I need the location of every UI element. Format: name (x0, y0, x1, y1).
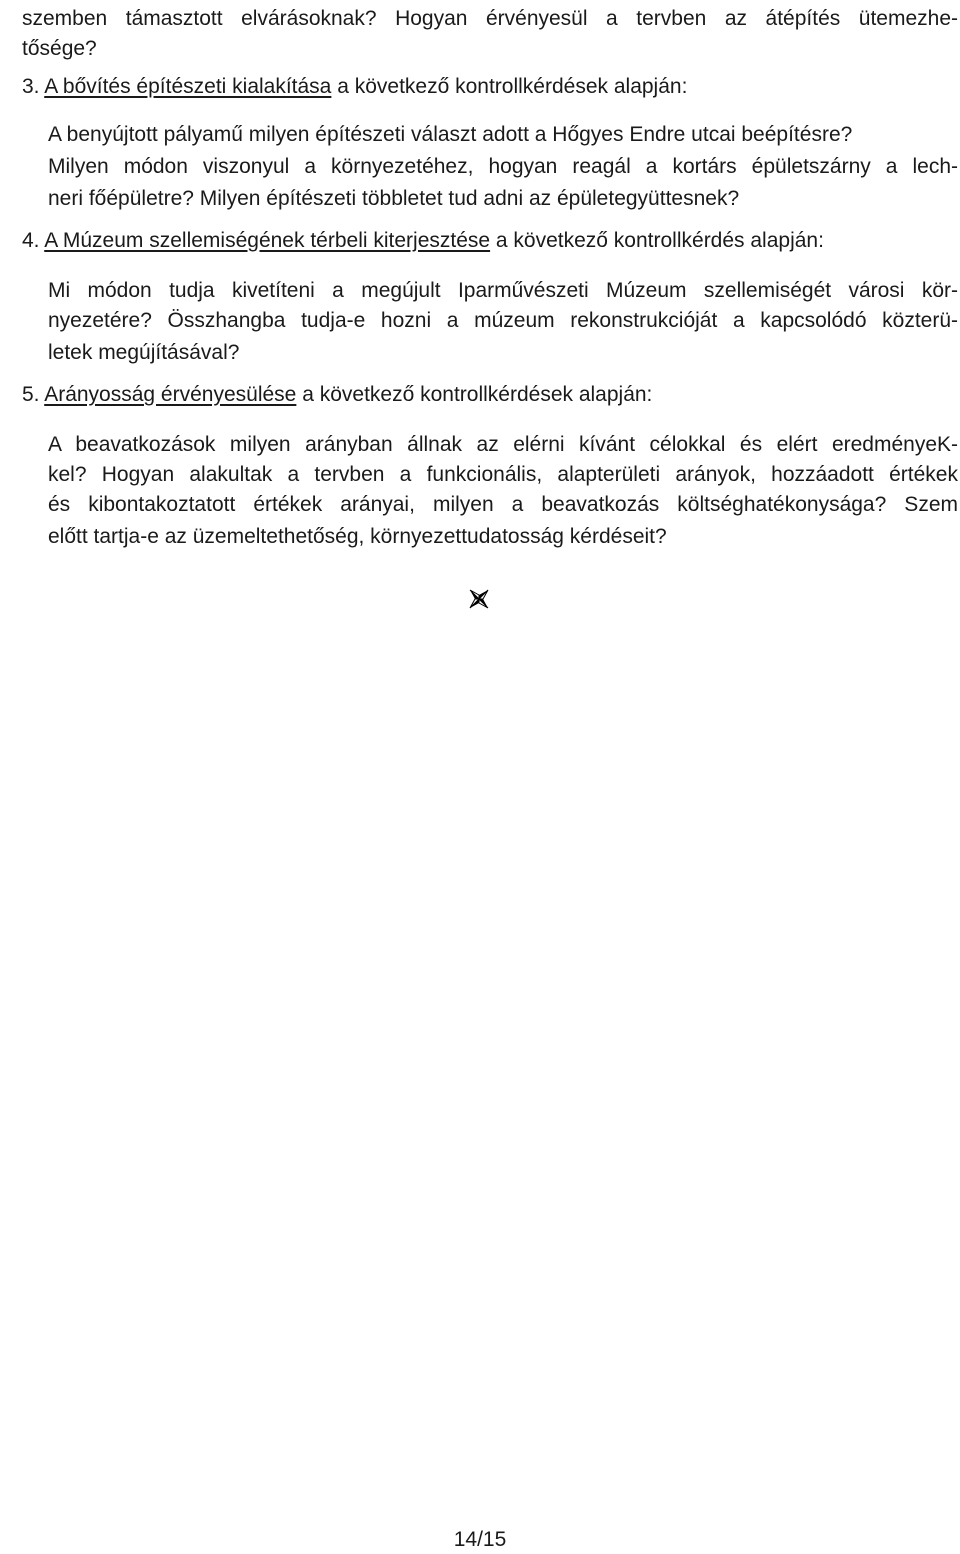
section-4-heading (22, 226, 824, 256)
section-number: 5. (22, 383, 40, 406)
text-line: neri főépületre? Milyen építészeti többletet tud adni az épületegyüttesnek? (48, 187, 740, 210)
cross-star-ornament-icon (468, 588, 490, 610)
section-title: Arányosság érvényesülése (44, 383, 297, 406)
section-heading-rest: a következő kontrollkérdés alapján: (490, 229, 824, 252)
section-5-heading (22, 380, 652, 410)
section-title: A bővítés építészeti kialakítása (44, 75, 332, 98)
section-number: 3. (22, 75, 40, 98)
text-line: kel? Hogyan alakultak a tervben a funkcionális, alapterületi arányok, hozzáadott értékek (48, 463, 958, 486)
section-heading-rest: a következő kontrollkérdések alapján: (331, 75, 688, 98)
section-heading-rest: a következő kontrollkérdések alapján: (296, 383, 653, 406)
section-title: A Múzeum szellemiségének térbeli kiterjesztése (44, 229, 491, 252)
section-number: 4. (22, 229, 40, 252)
text-line: szemben támasztott elvárásoknak? Hogyan érvényesül a tervben az átépítés ütemezhe- (22, 7, 958, 30)
text-line: nyezetére? Összhangba tudja-e hozni a múzeum rekonstrukcióját a kapcsolódó közterü- (48, 309, 958, 332)
text-line: és kibontakoztatott értékek arányai, milyen a beavatkozás költséghatékonysága? Szem (48, 493, 958, 516)
text-line: Milyen módon viszonyul a környezetéhez, hogyan reagál a kortárs épületszárny a lech- (48, 155, 958, 178)
text-line: A beavatkozások milyen arányban állnak az elérni kívánt célokkal és elért eredményeK- (48, 433, 958, 456)
text-line: tősége? (22, 37, 97, 60)
text-line: A benyújtott pályamű milyen építészeti választ adott a Hőgyes Endre utcai beépítésre? (48, 123, 853, 146)
text-line: Mi módon tudja kivetíteni a megújult Iparművészeti Múzeum szellemiségét városi kör- (48, 279, 958, 302)
text-line: letek megújításával? (48, 341, 240, 364)
text-line: előtt tartja-e az üzemeltethetőség, környezettudatosság kérdéseit? (48, 525, 667, 548)
page-number: 14/15 (453, 1528, 507, 1551)
section-3-heading (22, 72, 687, 102)
